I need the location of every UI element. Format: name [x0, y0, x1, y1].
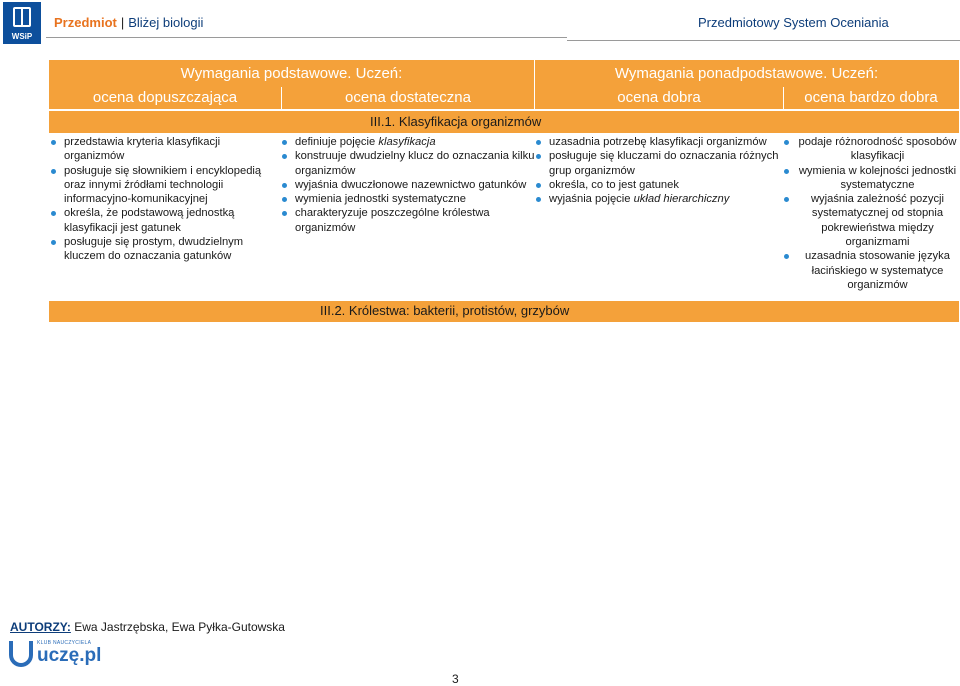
grade-dobra: ocena dobra	[617, 89, 701, 106]
section-title-1: III.1. Klasyfikacja organizmów	[370, 114, 542, 129]
klub-label: KLUB NAUCZYCIELA	[37, 640, 92, 646]
list-item: wyjaśnia zależność pozycji systematycznej od stopnia pokrewieństwa między organizmami	[783, 192, 958, 249]
book-icon	[13, 7, 31, 27]
divider	[281, 87, 282, 110]
list-item: posługuje się słownikiem i encyklopedią oraz innymi źródłami technologii informacyjno-komunikacyjnej	[50, 164, 268, 207]
header-rule-right	[567, 40, 960, 41]
grade-dostateczna: ocena dostateczna	[345, 89, 471, 106]
column-dobra	[535, 135, 783, 206]
list-item: określa, że podstawową jednostką klasyfikacji jest gatunek	[50, 206, 268, 235]
list-item: posługuje się kluczami do oznaczania różnych grup organizmów	[535, 149, 783, 178]
page-number: 3	[452, 672, 459, 686]
section-title-2: III.2. Królestwa: bakterii, protistów, grzybów	[320, 303, 570, 318]
list-item: posługuje się prostym, dwudzielnym kluczem do oznaczania gatunków	[50, 235, 268, 264]
grade-bardzo-dobra: ocena bardzo dobra	[804, 89, 938, 106]
wsip-logo	[3, 2, 41, 44]
list-item: określa, co to jest gatunek	[535, 178, 783, 192]
grades-row	[49, 87, 959, 109]
divider	[534, 60, 535, 110]
column-bardzo-dobra	[783, 135, 958, 292]
requirements-basic: Wymagania podstawowe. Uczeń:	[180, 65, 403, 82]
ucze-logo	[9, 639, 109, 669]
list-item: uzasadnia potrzebę klasyfikacji organizmów	[535, 135, 783, 149]
requirements-advanced: Wymagania ponadpodstawowe. Uczeń:	[614, 65, 879, 82]
requirements-row	[49, 60, 959, 87]
list-item: charakteryzuje poszczególne królestwa organizmów	[281, 206, 535, 235]
klub-name: uczę.pl	[37, 645, 102, 666]
list-item	[535, 192, 783, 206]
term-italic: układ hierarchiczny	[633, 193, 730, 206]
list-item: wymienia jednostki systematyczne	[281, 192, 535, 206]
subject-name: Bliżej biologii	[128, 15, 204, 30]
u-logo-icon	[9, 641, 33, 667]
list-item: wyjaśnia dwuczłonowe nazewnictwo gatunków	[281, 178, 535, 192]
list-item-text: definiuje pojęcie	[295, 136, 376, 148]
column-dostateczna	[281, 135, 535, 235]
authors-line	[10, 620, 285, 634]
subject-header	[54, 15, 203, 30]
list-item: uzasadnia stosowanie języka łacińskiego w systematyce organizmów	[783, 249, 958, 292]
section-bar-2	[49, 301, 959, 322]
list-item: konstruuje dwudzielny klucz do oznaczania kilku organizmów	[281, 149, 535, 178]
header-rule-left	[46, 37, 567, 38]
header-separator: |	[120, 15, 125, 30]
list-item	[281, 135, 535, 149]
list-item: podaje różnorodność sposobów klasyfikacji	[783, 135, 958, 164]
list-item: wymienia w kolejności jednostki systematyczne	[783, 164, 958, 193]
list-item-text: wyjaśnia pojęcie	[549, 193, 631, 206]
grade-dopuszczajaca: ocena dopuszczająca	[92, 89, 238, 106]
wsip-logo-text: WSiP	[11, 32, 33, 41]
authors-names: Ewa Jastrzębska, Ewa Pyłka-Gutowska	[74, 620, 285, 634]
column-dopuszczajaca	[50, 135, 268, 264]
divider	[783, 87, 784, 110]
subject-label: Przedmiot	[54, 15, 117, 30]
list-item: przedstawia kryteria klasyfikacji organizmów	[50, 135, 268, 164]
term-italic: klasyfikacja	[378, 136, 436, 148]
section-bar-1	[49, 111, 959, 133]
document-title: Przedmiotowy System Oceniania	[698, 15, 889, 30]
authors-label: AUTORZY:	[10, 620, 71, 634]
